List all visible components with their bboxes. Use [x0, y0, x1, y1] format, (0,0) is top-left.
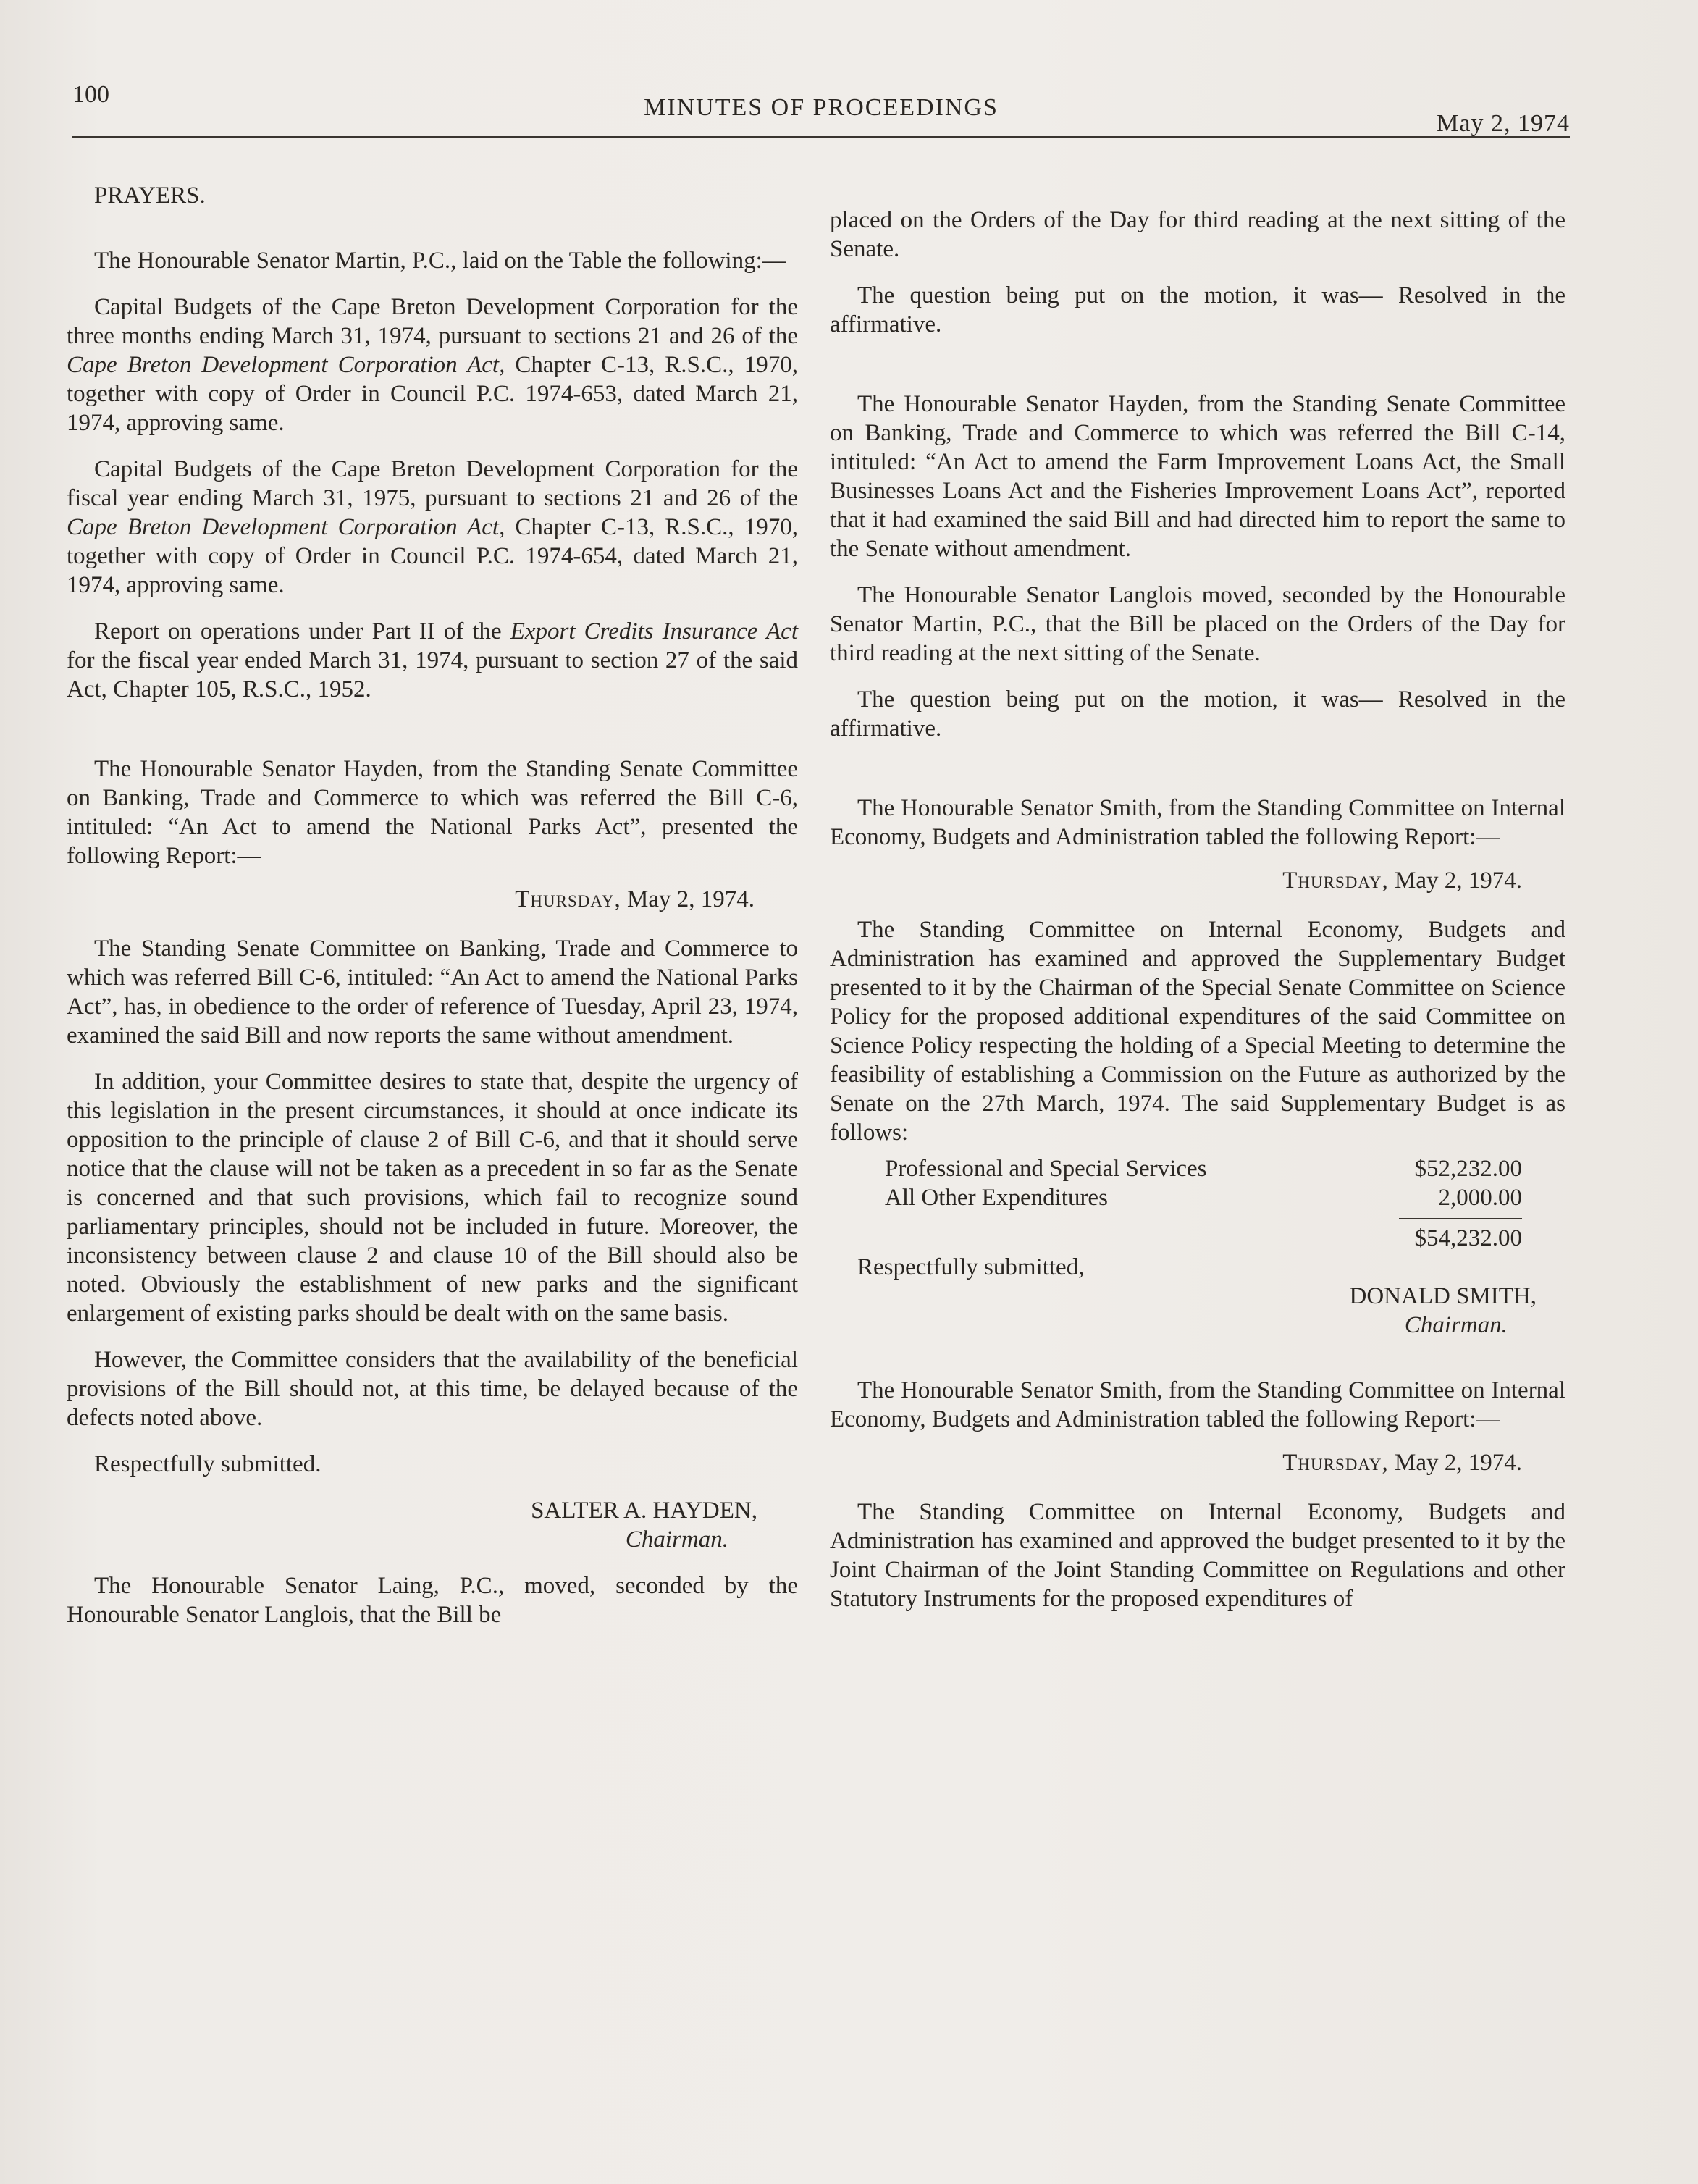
left-column — [67, 174, 798, 1629]
prayers-heading: PRAYERS. — [94, 182, 206, 209]
paragraph: The Standing Committee on Internal Economy, Budgets and Administration has examined and approved the budget presented to it by the Joint Chairman of the Joint Standing Committee on Regulations and other Statutory Instruments for the proposed expenditures of — [830, 1499, 1565, 1612]
budget-table — [830, 1154, 1565, 1212]
paragraph: The Honourable Senator Hayden, from the Standing Senate Committee on Banking, Trade and Commerce to which was referred the Bill C-6, intituled: “An Act to amend the National Parks Act”, presented the following Report:— — [67, 756, 798, 869]
report-date: Thursday, May 2, 1974. — [1282, 868, 1522, 894]
paragraph: placed on the Orders of the Day for third reading at the next sitting of the Senate. — [830, 207, 1565, 262]
budget-label: Professional and Special Services — [885, 1156, 1207, 1182]
budget-row — [830, 1154, 1565, 1183]
total-rule — [1399, 1218, 1522, 1219]
paragraph: The Honourable Senator Smith, from the Standing Committee on Internal Economy, Budgets and Administration tabled the following Report:— — [830, 795, 1565, 850]
signature-name: DONALD SMITH, — [1349, 1283, 1537, 1309]
header-title: MINUTES OF PROCEEDINGS — [644, 94, 999, 121]
budget-row — [830, 1183, 1565, 1212]
budget-label: All Other Expenditures — [885, 1185, 1108, 1211]
paragraph: The Standing Committee on Internal Economy, Budgets and Administration has examined and approved the Supplementary Budget presented to it by the Chairman of the Special Senate Committee on Science Policy for the proposed additional expenditures of the said Committee on Science Policy respecting the holding of a Special Meeting to determine the feasibility of establishing a Commission on the Future as authorized by the Senate on the 27th March, 1974. The said Supplementary Budget is as follows: — [830, 917, 1565, 1146]
report-date: Thursday, May 2, 1974. — [1282, 1450, 1522, 1476]
paragraph: The Standing Senate Committee on Banking, Trade and Commerce to which was referred Bill C-6, intituled: “An Act to amend the National Parks Act”, has, in obedience to the order of reference of Tuesday, April 23, 1974, examined the said Bill and now reports the same without amendment. — [67, 936, 798, 1049]
signature-name: SALTER A. HAYDEN, — [531, 1498, 757, 1524]
paragraph: Respectfully submitted. — [94, 1451, 321, 1477]
paragraph: The question being put on the motion, it was— Resolved in the affirmative. — [830, 282, 1565, 337]
signature-title: Chairman. — [1404, 1312, 1508, 1338]
paragraph: The Honourable Senator Smith, from the Standing Committee on Internal Economy, Budgets and Administration tabled the following Report:— — [830, 1377, 1565, 1432]
paragraph: Respectfully submitted, — [857, 1254, 1085, 1280]
paragraph: Capital Budgets of the Cape Breton Development Corporation for the three months ending March 31, 1974, pursuant to sections 21 and 26 of the Cape Breton Development Corporation Act, Chapter C-13, R.S.C., 1970, together with copy of Order in Council P.C. 1974-653, dated March 21, 1974, approving same. — [67, 294, 798, 436]
budget-amount: 2,000.00 — [1438, 1185, 1522, 1211]
paragraph: The Honourable Senator Martin, P.C., laid on the Table the following:— — [94, 248, 786, 274]
paragraph: The question being put on the motion, it was— Resolved in the affirmative. — [830, 686, 1565, 742]
paragraph: The Honourable Senator Langlois moved, seconded by the Honourable Senator Martin, P.C., that the Bill be placed on the Orders of the Day for third reading at the next sitting of the Senate. — [830, 582, 1565, 666]
budget-amount: $52,232.00 — [1414, 1156, 1522, 1182]
paragraph: Report on operations under Part II of the Export Credits Insurance Act for the fiscal year ended March 31, 1974, pursuant to section 27 of the said Act, Chapter 105, R.S.C., 1952. — [67, 618, 798, 702]
right-column — [830, 206, 1565, 1613]
signature-title: Chairman. — [625, 1526, 728, 1553]
report-date: Thursday, May 2, 1974. — [515, 886, 755, 912]
page-number: 100 — [72, 81, 109, 108]
paragraph: The Honourable Senator Laing, P.C., moved, seconded by the Honourable Senator Langlois, that the Bill be — [67, 1573, 798, 1628]
budget-total: $54,232.00 — [1414, 1225, 1522, 1251]
header-date: May 2, 1974 — [1437, 110, 1570, 137]
paragraph: Capital Budgets of the Cape Breton Development Corporation for the fiscal year ending March 31, 1975, pursuant to sections 21 and 26 of the Cape Breton Development Corporation Act, Chapter C-13, R.S.C., 1970, together with copy of Order in Council P.C. 1974-654, dated March 21, 1974, approving same. — [67, 456, 798, 598]
paragraph: In addition, your Committee desires to state that, despite the urgency of this legislation in the present circumstances, it should at once indicate its opposition to the principle of clause 2 of Bill C-6, and that it should serve notice that the clause will not be taken as a precedent in so far as the Senate is concerned and that such provisions, which fail to recognize sound parliamentary principles, should not be included in future. Moreover, the inconsistency between clause 2 and clause 10 of the Bill should also be noted. Obviously the establishment of new parks and the significant enlargement of existing parks should be dealt with on the same basis. — [67, 1069, 798, 1327]
paragraph: However, the Committee considers that the availability of the beneficial provisions of the Bill should not, at this time, be delayed because of the defects noted above. — [67, 1347, 798, 1431]
paragraph: The Honourable Senator Hayden, from the Standing Senate Committee on Banking, Trade and Commerce to which was referred the Bill C-14, intituled: “An Act to amend the Farm Improvement Loans Act, the Small Businesses Loans Act and the Fisheries Improvement Loans Act”, reported that it had examined the said Bill and had directed him to report the same to the Senate without amendment. — [830, 391, 1565, 562]
running-header — [72, 81, 1570, 138]
